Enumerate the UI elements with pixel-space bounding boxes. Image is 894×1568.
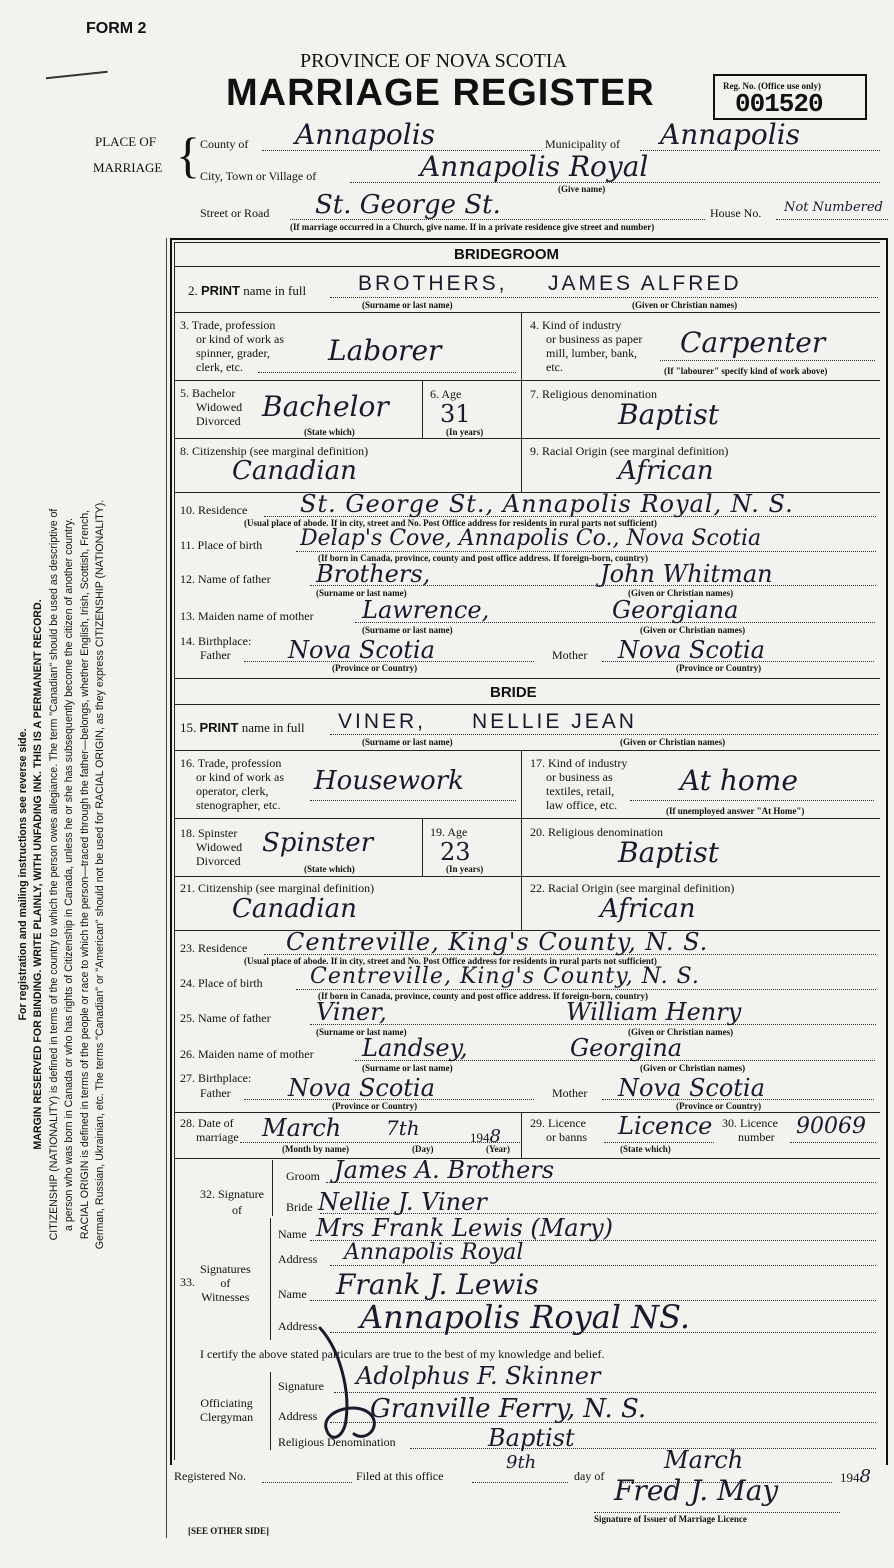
province-heading: PROVINCE OF NOVA SCOTIA <box>300 50 567 72</box>
groom-citizenship: Canadian <box>232 456 357 486</box>
licence-state-hint: (State which) <box>620 1144 671 1154</box>
bride-status-hint: (State which) <box>304 864 355 874</box>
brace-32 <box>272 1160 283 1216</box>
witness-1-address: Annapolis Royal <box>344 1240 524 1265</box>
margin-line-4: a person who was born in Canada or who has rights of Citizenship in Canada, unless he or she has subsequently become the citizen of another country. <box>63 518 76 1231</box>
clergy-label: Officiating Clergyman <box>200 1396 254 1424</box>
bride-surname: VINER, <box>338 710 427 733</box>
field-14-father-label: Father <box>200 648 231 662</box>
day-hint: (Day) <box>412 1144 434 1154</box>
city-label: City, Town or Village of <box>200 169 317 183</box>
marriage-year: 1948 <box>470 1126 501 1147</box>
bride-racial-origin: African <box>600 894 696 924</box>
issuer-signature: Fred J. May <box>614 1474 779 1507</box>
street-hint: (If marriage occurred in a Church, give name. If in a private residence give street and number) <box>290 222 655 232</box>
reg-no-value: 001520 <box>735 89 823 119</box>
form-title: MARRIAGE REGISTER <box>226 72 655 114</box>
field-28-label: 28. Date of marriage <box>180 1116 239 1144</box>
groom-racial-origin: African <box>618 456 714 486</box>
field-22-label: 22. Racial Origin (see marginal definition) <box>530 881 735 895</box>
groom-signature: James A. Brothers <box>334 1156 555 1184</box>
field-11-label: 11. Place of birth <box>180 538 263 552</box>
field-18-label: 18. Spinster Widowed Divorced <box>180 826 243 868</box>
county-value: Annapolis <box>295 118 436 151</box>
groom-father-given: John Whitman <box>600 560 773 588</box>
filed-label: Filed at this office <box>356 1469 444 1483</box>
bride-mother-given: Georgina <box>570 1034 683 1062</box>
w1-address-label: Address <box>278 1252 318 1266</box>
groom-sig-label: Groom <box>286 1169 320 1183</box>
bride-signature: Nellie J. Viner <box>318 1188 487 1216</box>
bride-sig-label: Bride <box>286 1200 313 1214</box>
witness-2-address: Annapolis Royal NS. <box>360 1298 691 1336</box>
city-hint: (Give name) <box>558 184 606 194</box>
field-4-hint: (If "labourer" specify kind of work above) <box>664 366 828 376</box>
see-other-side: [SEE OTHER SIDE] <box>188 1526 270 1536</box>
bride-father-surname-hint: (Surname or last name) <box>316 1027 407 1037</box>
bride-trade: Housework <box>314 766 464 796</box>
prov-hint-1: (Province or Country) <box>332 663 418 673</box>
witness-1-name: Mrs Frank Lewis (Mary) <box>316 1214 613 1242</box>
father-given-hint: (Given or Christian names) <box>628 588 734 598</box>
field-8-label: 8. Citizenship (see marginal definition) <box>180 444 369 458</box>
bride-prov-hint-2: (Province or Country) <box>676 1101 762 1111</box>
groom-father-surname: Brothers, <box>316 560 431 588</box>
clergy-sig-label: Signature <box>278 1379 324 1393</box>
field-26-label: 26. Maiden name of mother <box>180 1047 314 1061</box>
brace: { <box>176 127 200 183</box>
filed-day: 9th <box>506 1452 537 1473</box>
form-number: FORM 2 <box>86 20 147 37</box>
bridegroom-heading: BRIDEGROOM <box>454 246 559 263</box>
month-hint: (Month by name) <box>282 1144 349 1154</box>
place-group-label-1: PLACE OF <box>95 134 157 149</box>
field-5-label: 5. Bachelor Widowed Divorced <box>180 386 243 428</box>
groom-religion: Baptist <box>618 398 720 431</box>
street-value: St. George St. <box>315 190 501 220</box>
issuer-label: Signature of Issuer of Marriage Licence <box>594 1514 747 1524</box>
bride-residence: Centreville, King's County, N. S. <box>286 928 709 956</box>
father-surname-hint: (Surname or last name) <box>316 588 407 598</box>
birthplace-hint: (If born in Canada, province, county and post office address. If foreign-born, country) <box>318 553 649 563</box>
mother-given-hint: (Given or Christian names) <box>640 625 746 635</box>
bride-prov-hint-1: (Province or Country) <box>332 1101 418 1111</box>
bride-father-birthplace: Nova Scotia <box>288 1074 435 1102</box>
groom-industry: Carpenter <box>680 326 826 359</box>
groom-given: JAMES ALFRED <box>548 272 742 295</box>
reg-no-box <box>713 74 867 120</box>
field-29-label: 29. Licence or banns <box>530 1116 587 1144</box>
bride-mother-surname-hint: (Surname or last name) <box>362 1063 453 1073</box>
field-2-label: 2. PRINT name in full <box>188 283 307 298</box>
field-21-label: 21. Citizenship (see marginal definition) <box>180 881 375 895</box>
clergy-address: Granville Ferry, N. S. <box>370 1394 647 1424</box>
field-3-label: 3. Trade, profession or kind of work as spinner, grader, clerk, etc. <box>180 318 284 374</box>
margin-instructions <box>16 307 108 1442</box>
bride-mother-surname: Landsey, <box>362 1034 468 1062</box>
bride-residence-hint: (Usual place of abode. If in city, street and No. Post Office address for residents in rural parts not sufficient) <box>244 956 657 966</box>
w2-address-label: Address <box>278 1319 318 1333</box>
clergy-denom-label: Religious Denomination <box>278 1435 396 1449</box>
municipality-label: Municipality of <box>545 137 620 151</box>
margin-line-2: MARGIN RESERVED FOR BINDING. WRITE PLAINLY, WITH UNFADING INK. THIS IS A PERMANENT RECORD. <box>32 599 45 1150</box>
field-13-label: 13. Maiden name of mother <box>180 609 314 623</box>
licence-number: 90069 <box>796 1114 866 1139</box>
w1-name-label: Name <box>278 1227 307 1241</box>
groom-age: 31 <box>440 400 471 428</box>
mother-surname-hint: (Surname or last name) <box>362 625 453 635</box>
margin-line-1: For registration and mailing instructions see reverse side. <box>17 728 29 1021</box>
margin-line-6: German, Russian, Ukrainian, etc. The terms "Canadian" or "American" should not be used for RACIAL ORIGIN, as they express CITIZENSHIP (NATIONALITY). <box>94 499 107 1250</box>
field-12-label: 12. Name of father <box>180 572 271 586</box>
field-30-label: 30. Licence number <box>722 1116 778 1144</box>
filed-year: 1948 <box>840 1466 871 1487</box>
field-7-label: 7. Religious denomination <box>530 387 657 401</box>
field-10-label: 10. Residence <box>180 503 248 517</box>
bride-father-given: William Henry <box>566 998 742 1026</box>
bride-age: 23 <box>440 838 471 866</box>
place-group-label-2: MARRIAGE <box>93 160 163 175</box>
field-33-label: Signatures of Witnesses <box>200 1262 251 1304</box>
field-15-label: 15. PRINT name in full <box>180 720 305 735</box>
field-33-num: 33. <box>180 1275 195 1289</box>
field-25-label: 25. Name of father <box>180 1011 271 1025</box>
street-label: Street or Road <box>200 206 270 220</box>
year-hint: (Year) <box>486 1144 510 1154</box>
marriage-day: 7th <box>386 1116 420 1140</box>
bride-mother-given-hint: (Given or Christian names) <box>640 1063 746 1073</box>
bride-heading: BRIDE <box>490 684 537 701</box>
bride-age-hint: (In years) <box>446 864 484 874</box>
day-of-label: day of <box>574 1469 605 1483</box>
groom-father-birthplace: Nova Scotia <box>288 636 435 664</box>
field-9-label: 9. Racial Origin (see marginal definition) <box>530 444 729 458</box>
field-32-label: 32. Signature of <box>200 1187 264 1217</box>
bride-mother-birthplace: Nova Scotia <box>618 1074 765 1102</box>
clergy-signature: Adolphus F. Skinner <box>356 1362 601 1390</box>
bride-father-surname: Viner, <box>316 998 387 1026</box>
reg-no-label: Reg. No. (Office use only) <box>723 81 821 91</box>
house-label: House No. <box>710 206 762 220</box>
groom-given-hint: (Given or Christian names) <box>632 300 738 310</box>
clergy-address-label: Address <box>278 1409 318 1423</box>
field-6-label: 6. Age <box>430 387 462 401</box>
bride-given: NELLIE JEAN <box>472 710 637 733</box>
groom-birthplace: Delap's Cove, Annapolis Co., Nova Scotia <box>300 526 762 551</box>
field-23-label: 23. Residence <box>180 941 248 955</box>
field-4-label: 4. Kind of industry or business as paper mill, lumber, bank, etc. <box>530 318 643 374</box>
bride-industry: At home <box>680 764 798 797</box>
bride-birthplace-hint: (If born in Canada, province, county and post office address. If foreign-born, country) <box>318 991 649 1001</box>
bride-father-given-hint: (Given or Christian names) <box>628 1027 734 1037</box>
city-value: Annapolis Royal <box>420 150 649 183</box>
groom-trade: Laborer <box>328 334 442 367</box>
pen-mark <box>46 71 108 83</box>
county-label: County of <box>200 137 249 151</box>
prov-hint-2: (Province or Country) <box>676 663 762 673</box>
margin-line-3: CITIZENSHIP (NATIONALITY) is defined in terms of the country to which the person owes allegiance. The term "Canadian" should be used as descriptive of <box>47 508 60 1241</box>
margin-line-5: RACIAL ORIGIN is defined in terms of the people or race to which the person—traced through the father—belongs, whether English, Irish, Scottish, French, <box>78 509 91 1240</box>
groom-mother-given: Georgiana <box>612 596 739 624</box>
groom-surname: BROTHERS, <box>358 272 508 295</box>
field-27-father-label: Father <box>200 1086 231 1100</box>
groom-mother-surname: Lawrence, <box>362 596 490 624</box>
field-14-mother-label: Mother <box>552 648 588 662</box>
municipality-value: Annapolis <box>660 118 801 151</box>
field-17-label: 17. Kind of industry or business as textiles, retail, law office, etc. <box>530 756 628 812</box>
licence-or-banns: Licence <box>618 1112 713 1140</box>
field-27-label: 27. Birthplace: <box>180 1071 252 1085</box>
field-19-label: 19. Age <box>430 825 468 839</box>
filed-month: March <box>664 1446 744 1474</box>
w2-name-label: Name <box>278 1287 307 1301</box>
groom-marital-status: Bachelor <box>262 390 389 423</box>
field-24-label: 24. Place of birth <box>180 976 263 990</box>
groom-mother-birthplace: Nova Scotia <box>618 636 765 664</box>
bride-given-hint: (Given or Christian names) <box>620 737 726 747</box>
house-value: Not Numbered <box>784 200 883 215</box>
certify-statement: I certify the above stated particulars are true to the best of my knowledge and belief. <box>200 1347 605 1361</box>
registered-no-label: Registered No. <box>174 1469 246 1483</box>
bride-surname-hint: (Surname or last name) <box>362 737 453 747</box>
clergy-denomination: Baptist <box>488 1424 575 1452</box>
field-16-label: 16. Trade, profession or kind of work as operator, clerk, stenographer, etc. <box>180 756 284 812</box>
witness-2-name: Frank J. Lewis <box>336 1268 539 1301</box>
signature-flourish <box>300 1320 390 1450</box>
groom-surname-hint: (Surname or last name) <box>362 300 453 310</box>
status-hint: (State which) <box>304 427 355 437</box>
bride-religion: Baptist <box>618 836 720 869</box>
field-20-label: 20. Religious denomination <box>530 825 663 839</box>
marriage-month: March <box>262 1114 342 1142</box>
field-17-hint: (If unemployed answer "At Home") <box>666 806 805 816</box>
age-hint: (In years) <box>446 427 484 437</box>
bride-citizenship: Canadian <box>232 894 357 924</box>
residence-hint: (Usual place of abode. If in city, street and No. Post Office address for residents in rural parts not sufficient) <box>244 518 657 528</box>
bride-birthplace: Centreville, King's County, N. S. <box>310 964 700 989</box>
field-14-label: 14. Birthplace: <box>180 634 252 648</box>
field-27-mother-label: Mother <box>552 1086 588 1100</box>
groom-residence: St. George St., Annapolis Royal, N. S. <box>300 490 794 518</box>
bride-marital-status: Spinster <box>262 828 374 858</box>
